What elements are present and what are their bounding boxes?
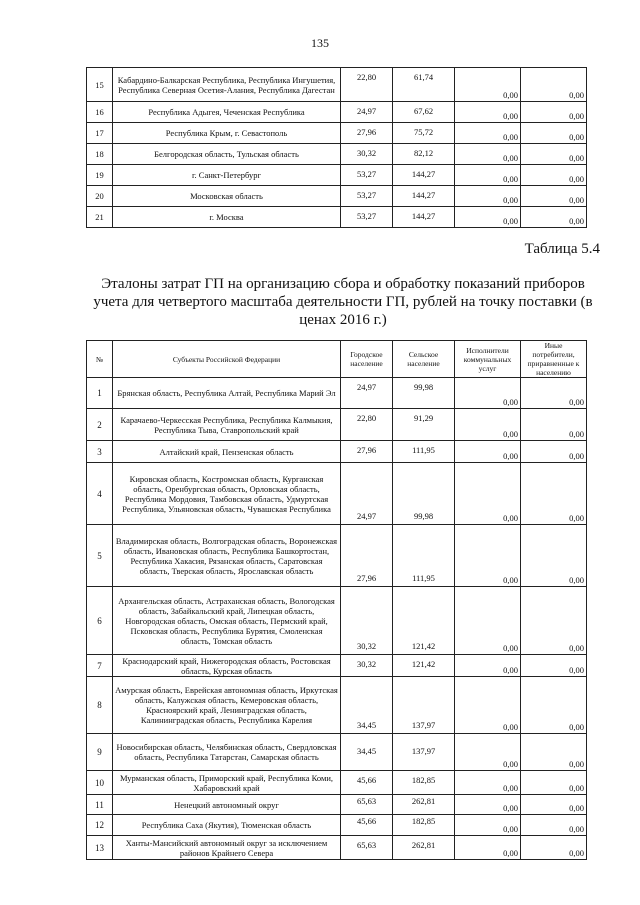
row-rural: 144,27 — [393, 207, 455, 228]
row-utility: 0,00 — [455, 587, 521, 655]
row-number: 2 — [87, 409, 113, 441]
row-rural: 82,12 — [393, 144, 455, 165]
row-utility: 0,00 — [455, 144, 521, 165]
row-number: 21 — [87, 207, 113, 228]
table-row — [87, 795, 587, 815]
row-subject: Кировская область, Костромская область, Курганская область, Оренбургская область, Орловская область, Республика Мордовия, Тамбовская область, Удмуртская Республика, Ульяновская область, Чувашская Республика — [113, 463, 341, 525]
row-utility: 0,00 — [455, 677, 521, 734]
row-subject: г. Москва — [113, 207, 341, 228]
row-utility: 0,00 — [455, 409, 521, 441]
row-urban: 53,27 — [341, 165, 393, 186]
row-urban: 30,32 — [341, 144, 393, 165]
table-row — [87, 123, 587, 144]
row-number: 6 — [87, 587, 113, 655]
table-row — [87, 68, 587, 102]
row-utility: 0,00 — [455, 525, 521, 587]
row-other: 0,00 — [521, 165, 587, 186]
row-utility: 0,00 — [455, 102, 521, 123]
row-number: 20 — [87, 186, 113, 207]
row-urban: 27,96 — [341, 525, 393, 587]
table-row — [87, 144, 587, 165]
header-urban: Городское население — [341, 341, 393, 378]
row-urban: 24,97 — [341, 378, 393, 409]
row-urban: 27,96 — [341, 123, 393, 144]
row-number: 9 — [87, 734, 113, 771]
row-urban: 27,96 — [341, 441, 393, 463]
row-subject: Московская область — [113, 186, 341, 207]
row-rural: 61,74 — [393, 68, 455, 102]
row-subject: Архангельская область, Астраханская область, Вологодская область, Забайкальский край, Липецкая область, Новгородская область, Омская область, Пермский край, Псковская область, Республика Бурятия, Смоленская область, Томская область — [113, 587, 341, 655]
header-other: Иные потребители, приравненные к населению — [521, 341, 587, 378]
header-utility: Исполнители коммунальных услуг — [455, 341, 521, 378]
row-subject: Республика Саха (Якутия), Тюменская область — [113, 815, 341, 836]
row-subject: Ненецкий автономный округ — [113, 795, 341, 815]
row-other: 0,00 — [521, 815, 587, 836]
row-rural: 111,95 — [393, 441, 455, 463]
row-subject: Владимирская область, Волгоградская область, Воронежская область, Ивановская область, Республика Башкортостан, Республика Хакасия, Рязанская область, Саратовская область, Тверская область, Ярославская область — [113, 525, 341, 587]
row-number: 8 — [87, 677, 113, 734]
row-utility: 0,00 — [455, 655, 521, 677]
row-other: 0,00 — [521, 795, 587, 815]
row-urban: 30,32 — [341, 655, 393, 677]
row-other: 0,00 — [521, 144, 587, 165]
table-row — [87, 463, 587, 525]
row-rural: 262,81 — [393, 795, 455, 815]
row-subject: Мурманская область, Приморский край, Республика Коми, Хабаровский край — [113, 771, 341, 795]
row-utility: 0,00 — [455, 836, 521, 860]
row-other: 0,00 — [521, 102, 587, 123]
table-row — [87, 771, 587, 795]
row-urban: 34,45 — [341, 677, 393, 734]
row-rural: 182,85 — [393, 771, 455, 795]
row-number: 4 — [87, 463, 113, 525]
row-number: 5 — [87, 525, 113, 587]
row-number: 7 — [87, 655, 113, 677]
table-header-row — [87, 341, 587, 378]
row-subject: Республика Крым, г. Севастополь — [113, 123, 341, 144]
table-continuation — [86, 67, 587, 228]
table-row — [87, 677, 587, 734]
table-label: Таблица 5.4 — [524, 241, 600, 257]
header-subject: Субъекты Российской Федерации — [113, 341, 341, 378]
row-subject: Кабардино-Балкарская Республика, Республика Ингушетия, Республика Северная Осетия-Алания, Республика Дагестан — [113, 68, 341, 102]
row-subject: Карачаево-Черкесская Республика, Республика Калмыкия, Республика Тыва, Ставропольский край — [113, 409, 341, 441]
header-rural: Сельское население — [393, 341, 455, 378]
row-other: 0,00 — [521, 409, 587, 441]
row-utility: 0,00 — [455, 165, 521, 186]
row-number: 11 — [87, 795, 113, 815]
row-rural: 111,95 — [393, 525, 455, 587]
row-number: 10 — [87, 771, 113, 795]
table-row — [87, 525, 587, 587]
row-number: 17 — [87, 123, 113, 144]
row-utility: 0,00 — [455, 771, 521, 795]
page-number: 135 — [311, 36, 329, 50]
row-rural: 121,42 — [393, 587, 455, 655]
table-row — [87, 441, 587, 463]
table-row — [87, 587, 587, 655]
row-urban: 45,66 — [341, 771, 393, 795]
row-other: 0,00 — [521, 525, 587, 587]
row-urban: 53,27 — [341, 186, 393, 207]
row-urban: 34,45 — [341, 734, 393, 771]
row-subject: Брянская область, Республика Алтай, Республика Марий Эл — [113, 378, 341, 409]
row-subject: Краснодарский край, Нижегородская область, Ростовская область, Курская область — [113, 655, 341, 677]
row-other: 0,00 — [521, 836, 587, 860]
row-utility: 0,00 — [455, 441, 521, 463]
row-utility: 0,00 — [455, 815, 521, 836]
row-other: 0,00 — [521, 734, 587, 771]
table-row — [87, 207, 587, 228]
row-other: 0,00 — [521, 378, 587, 409]
row-number: 1 — [87, 378, 113, 409]
row-urban: 65,63 — [341, 795, 393, 815]
table-row — [87, 734, 587, 771]
row-urban: 22,80 — [341, 409, 393, 441]
row-rural: 144,27 — [393, 186, 455, 207]
row-rural: 99,98 — [393, 463, 455, 525]
row-urban: 30,32 — [341, 587, 393, 655]
table-row — [87, 815, 587, 836]
row-other: 0,00 — [521, 441, 587, 463]
row-utility: 0,00 — [455, 378, 521, 409]
row-number: 3 — [87, 441, 113, 463]
row-other: 0,00 — [521, 771, 587, 795]
row-number: 15 — [87, 68, 113, 102]
table-row — [87, 655, 587, 677]
row-urban: 24,97 — [341, 463, 393, 525]
row-rural: 137,97 — [393, 677, 455, 734]
row-rural: 75,72 — [393, 123, 455, 144]
row-urban: 24,97 — [341, 102, 393, 123]
row-other: 0,00 — [521, 677, 587, 734]
table-title: Эталоны затрат ГП на организацию сбора и обработку показаний приборов учета для четвертого масштаба деятельности ГП, рублей на точку поставки (в ценах 2016 г.) — [93, 276, 593, 328]
row-rural: 67,62 — [393, 102, 455, 123]
row-subject: Новосибирская область, Челябинская область, Свердловская область, Республика Татарстан, Самарская область — [113, 734, 341, 771]
row-urban: 22,80 — [341, 68, 393, 102]
table-row — [87, 836, 587, 860]
row-number: 18 — [87, 144, 113, 165]
row-urban: 45,66 — [341, 815, 393, 836]
row-urban: 65,63 — [341, 836, 393, 860]
row-utility: 0,00 — [455, 795, 521, 815]
row-utility: 0,00 — [455, 123, 521, 144]
table-row — [87, 378, 587, 409]
row-other: 0,00 — [521, 68, 587, 102]
row-rural: 99,98 — [393, 378, 455, 409]
header-number: № — [87, 341, 113, 378]
row-number: 19 — [87, 165, 113, 186]
table-row — [87, 409, 587, 441]
row-utility: 0,00 — [455, 463, 521, 525]
row-other: 0,00 — [521, 186, 587, 207]
row-other: 0,00 — [521, 207, 587, 228]
row-subject: г. Санкт-Петербург — [113, 165, 341, 186]
row-utility: 0,00 — [455, 68, 521, 102]
table-row — [87, 186, 587, 207]
row-subject: Белгородская область, Тульская область — [113, 144, 341, 165]
row-number: 13 — [87, 836, 113, 860]
row-subject: Амурская область, Еврейская автономная область, Иркутская область, Калужская область, Кемеровская область, Красноярский край, Ленинградская область, Калининградская область, Республика Карелия — [113, 677, 341, 734]
row-rural: 144,27 — [393, 165, 455, 186]
row-other: 0,00 — [521, 655, 587, 677]
row-other: 0,00 — [521, 463, 587, 525]
row-utility: 0,00 — [455, 186, 521, 207]
row-subject: Республика Адыгея, Чеченская Республика — [113, 102, 341, 123]
row-rural: 91,29 — [393, 409, 455, 441]
table-row — [87, 102, 587, 123]
row-utility: 0,00 — [455, 734, 521, 771]
row-utility: 0,00 — [455, 207, 521, 228]
row-subject: Алтайский край, Пензенская область — [113, 441, 341, 463]
row-rural: 121,42 — [393, 655, 455, 677]
row-number: 16 — [87, 102, 113, 123]
row-other: 0,00 — [521, 123, 587, 144]
row-other: 0,00 — [521, 587, 587, 655]
row-number: 12 — [87, 815, 113, 836]
row-rural: 182,85 — [393, 815, 455, 836]
row-rural: 137,97 — [393, 734, 455, 771]
cost-standards-table — [86, 340, 587, 860]
table-row — [87, 165, 587, 186]
row-subject: Ханты-Мансийский автономный округ за исключением районов Крайнего Севера — [113, 836, 341, 860]
row-rural: 262,81 — [393, 836, 455, 860]
row-urban: 53,27 — [341, 207, 393, 228]
